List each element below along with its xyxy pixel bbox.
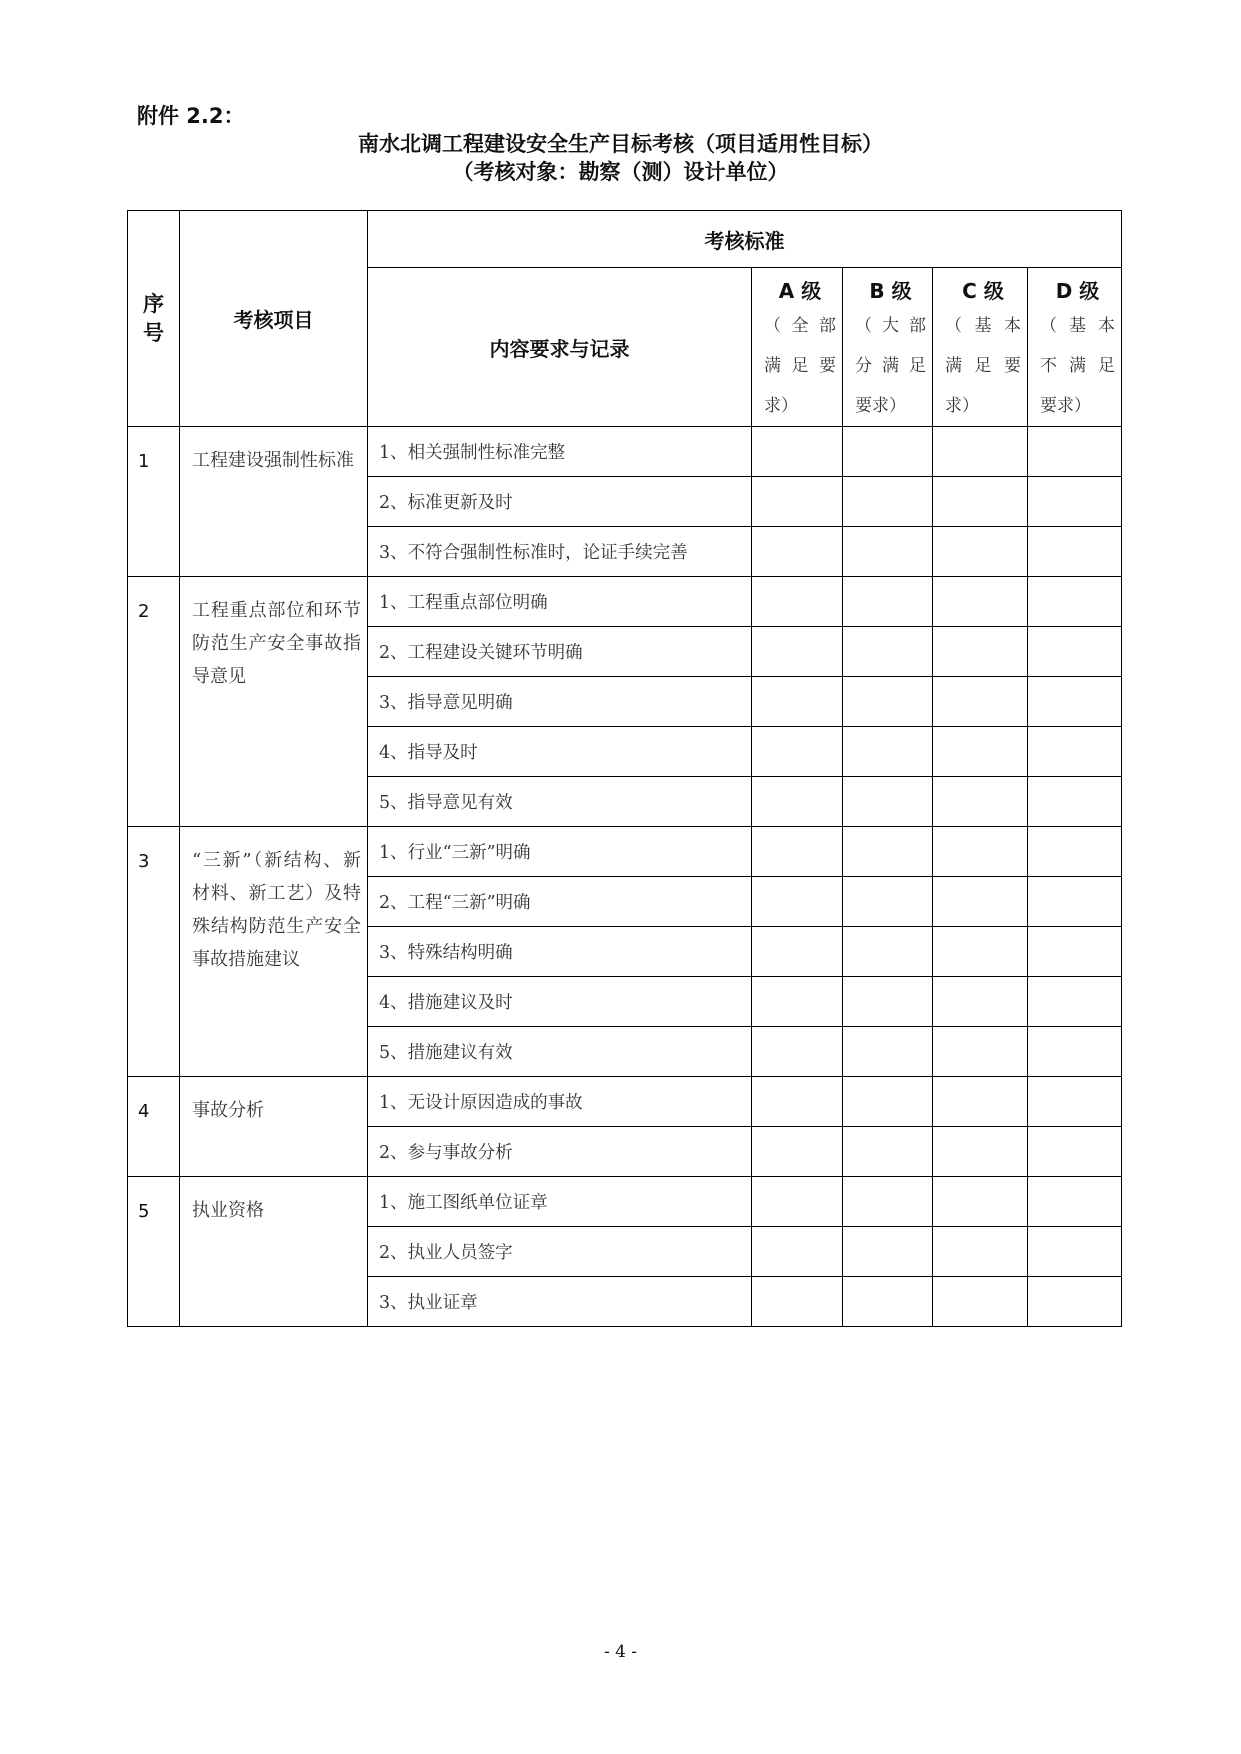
assessment-item: “三新”（新结构、新材料、新工艺）及特殊结构防范生产安全事故措施建议 (180, 827, 368, 1077)
level-c-cell[interactable] (933, 627, 1028, 677)
level-b-cell[interactable] (843, 527, 933, 577)
level-c-cell[interactable] (933, 1227, 1028, 1277)
level-c-cell[interactable] (933, 777, 1028, 827)
row-number: 2 (128, 577, 180, 827)
level-b-cell[interactable] (843, 1277, 933, 1327)
criterion: 2、参与事故分析 (368, 1127, 752, 1177)
table-row (128, 827, 1122, 877)
criterion: 1、工程重点部位明确 (368, 577, 752, 627)
level-d-cell[interactable] (1028, 777, 1122, 827)
assessment-item: 工程建设强制性标准 (180, 427, 368, 577)
level-a-cell[interactable] (752, 1027, 843, 1077)
level-a-cell[interactable] (752, 1077, 843, 1127)
level-c-cell[interactable] (933, 1127, 1028, 1177)
level-c-cell[interactable] (933, 527, 1028, 577)
level-b-cell[interactable] (843, 677, 933, 727)
header-content: 内容要求与记录 (368, 268, 752, 427)
level-d-cell[interactable] (1028, 577, 1122, 627)
level-b-cell[interactable] (843, 1027, 933, 1077)
level-a-cell[interactable] (752, 677, 843, 727)
level-c-cell[interactable] (933, 927, 1028, 977)
criterion: 2、执业人员签字 (368, 1227, 752, 1277)
level-b-cell[interactable] (843, 1177, 933, 1227)
criterion: 3、不符合强制性标准时，论证手续完善 (368, 527, 752, 577)
criterion: 3、指导意见明确 (368, 677, 752, 727)
table-row (128, 1077, 1122, 1127)
header-level-b: B 级 （大部 分满足 要求） (843, 268, 933, 427)
page-number: - 4 - (603, 1642, 638, 1662)
level-d-cell[interactable] (1028, 477, 1122, 527)
header-level-c: C 级 （基本 满足要 求） (933, 268, 1028, 427)
level-a-cell[interactable] (752, 1127, 843, 1177)
level-d-cell[interactable] (1028, 1177, 1122, 1227)
level-c-cell[interactable] (933, 1177, 1028, 1227)
level-a-cell[interactable] (752, 527, 843, 577)
assessment-table (127, 210, 1122, 1327)
header-standard: 考核标准 (368, 211, 1122, 268)
level-d-cell[interactable] (1028, 627, 1122, 677)
level-c-cell[interactable] (933, 577, 1028, 627)
level-a-cell[interactable] (752, 477, 843, 527)
level-a-cell[interactable] (752, 827, 843, 877)
level-c-cell[interactable] (933, 727, 1028, 777)
level-b-cell[interactable] (843, 577, 933, 627)
level-d-cell[interactable] (1028, 677, 1122, 727)
row-number: 1 (128, 427, 180, 577)
level-a-cell[interactable] (752, 1277, 843, 1327)
criterion: 2、工程建设关键环节明确 (368, 627, 752, 677)
level-d-cell[interactable] (1028, 977, 1122, 1027)
header-level-d: D 级 （基本 不满足 要求） (1028, 268, 1122, 427)
level-c-cell[interactable] (933, 477, 1028, 527)
row-number: 3 (128, 827, 180, 1077)
assessment-item: 执业资格 (180, 1177, 368, 1327)
criterion: 5、措施建议有效 (368, 1027, 752, 1077)
criterion: 2、工程“三新”明确 (368, 877, 752, 927)
attachment-label: 附件 2.2： (137, 104, 245, 128)
level-d-cell[interactable] (1028, 427, 1122, 477)
table-row (128, 1177, 1122, 1227)
document-title: 南水北调工程建设安全生产目标考核（项目适用性目标） (358, 132, 883, 156)
level-c-cell[interactable] (933, 827, 1028, 877)
level-a-cell[interactable] (752, 727, 843, 777)
level-c-cell[interactable] (933, 427, 1028, 477)
criterion: 3、特殊结构明确 (368, 927, 752, 977)
level-d-cell[interactable] (1028, 727, 1122, 777)
criterion: 2、标准更新及时 (368, 477, 752, 527)
criterion: 1、施工图纸单位证章 (368, 1177, 752, 1227)
level-d-cell[interactable] (1028, 877, 1122, 927)
level-d-cell[interactable] (1028, 1077, 1122, 1127)
level-c-cell[interactable] (933, 1277, 1028, 1327)
level-d-cell[interactable] (1028, 1227, 1122, 1277)
criterion: 5、指导意见有效 (368, 777, 752, 827)
header-item: 考核项目 (180, 211, 368, 427)
criterion: 4、指导及时 (368, 727, 752, 777)
level-c-cell[interactable] (933, 877, 1028, 927)
level-d-cell[interactable] (1028, 1277, 1122, 1327)
criterion: 4、措施建议及时 (368, 977, 752, 1027)
level-b-cell[interactable] (843, 877, 933, 927)
criterion: 1、相关强制性标准完整 (368, 427, 752, 477)
level-b-cell[interactable] (843, 627, 933, 677)
level-d-cell[interactable] (1028, 927, 1122, 977)
level-d-cell[interactable] (1028, 827, 1122, 877)
level-a-cell[interactable] (752, 1177, 843, 1227)
level-a-cell[interactable] (752, 577, 843, 627)
level-b-cell[interactable] (843, 427, 933, 477)
level-b-cell[interactable] (843, 1127, 933, 1177)
level-d-cell[interactable] (1028, 527, 1122, 577)
level-a-cell[interactable] (752, 627, 843, 677)
table-row (128, 577, 1122, 627)
criterion: 1、无设计原因造成的事故 (368, 1077, 752, 1127)
level-c-cell[interactable] (933, 677, 1028, 727)
level-c-cell[interactable] (933, 1027, 1028, 1077)
level-d-cell[interactable] (1028, 1127, 1122, 1177)
level-d-cell[interactable] (1028, 1027, 1122, 1077)
level-a-cell[interactable] (752, 427, 843, 477)
level-a-cell[interactable] (752, 1227, 843, 1277)
level-b-cell[interactable] (843, 1077, 933, 1127)
level-b-cell[interactable] (843, 777, 933, 827)
document-subtitle: （考核对象：勘察（测）设计单位） (452, 160, 789, 184)
level-b-cell[interactable] (843, 977, 933, 1027)
assessment-item: 事故分析 (180, 1077, 368, 1177)
header-seq: 序 号 (128, 211, 180, 427)
criterion: 1、行业“三新”明确 (368, 827, 752, 877)
level-a-cell[interactable] (752, 927, 843, 977)
table-row (128, 427, 1122, 477)
level-a-cell[interactable] (752, 877, 843, 927)
level-b-cell[interactable] (843, 477, 933, 527)
row-number: 4 (128, 1077, 180, 1177)
level-c-cell[interactable] (933, 1077, 1028, 1127)
level-b-cell[interactable] (843, 727, 933, 777)
level-b-cell[interactable] (843, 827, 933, 877)
criterion: 3、执业证章 (368, 1277, 752, 1327)
header-level-a: A 级 （全部 满足要 求） (752, 268, 843, 427)
level-c-cell[interactable] (933, 977, 1028, 1027)
assessment-item: 工程重点部位和环节防范生产安全事故指导意见 (180, 577, 368, 827)
level-a-cell[interactable] (752, 977, 843, 1027)
level-b-cell[interactable] (843, 927, 933, 977)
level-a-cell[interactable] (752, 777, 843, 827)
level-b-cell[interactable] (843, 1227, 933, 1277)
row-number: 5 (128, 1177, 180, 1327)
